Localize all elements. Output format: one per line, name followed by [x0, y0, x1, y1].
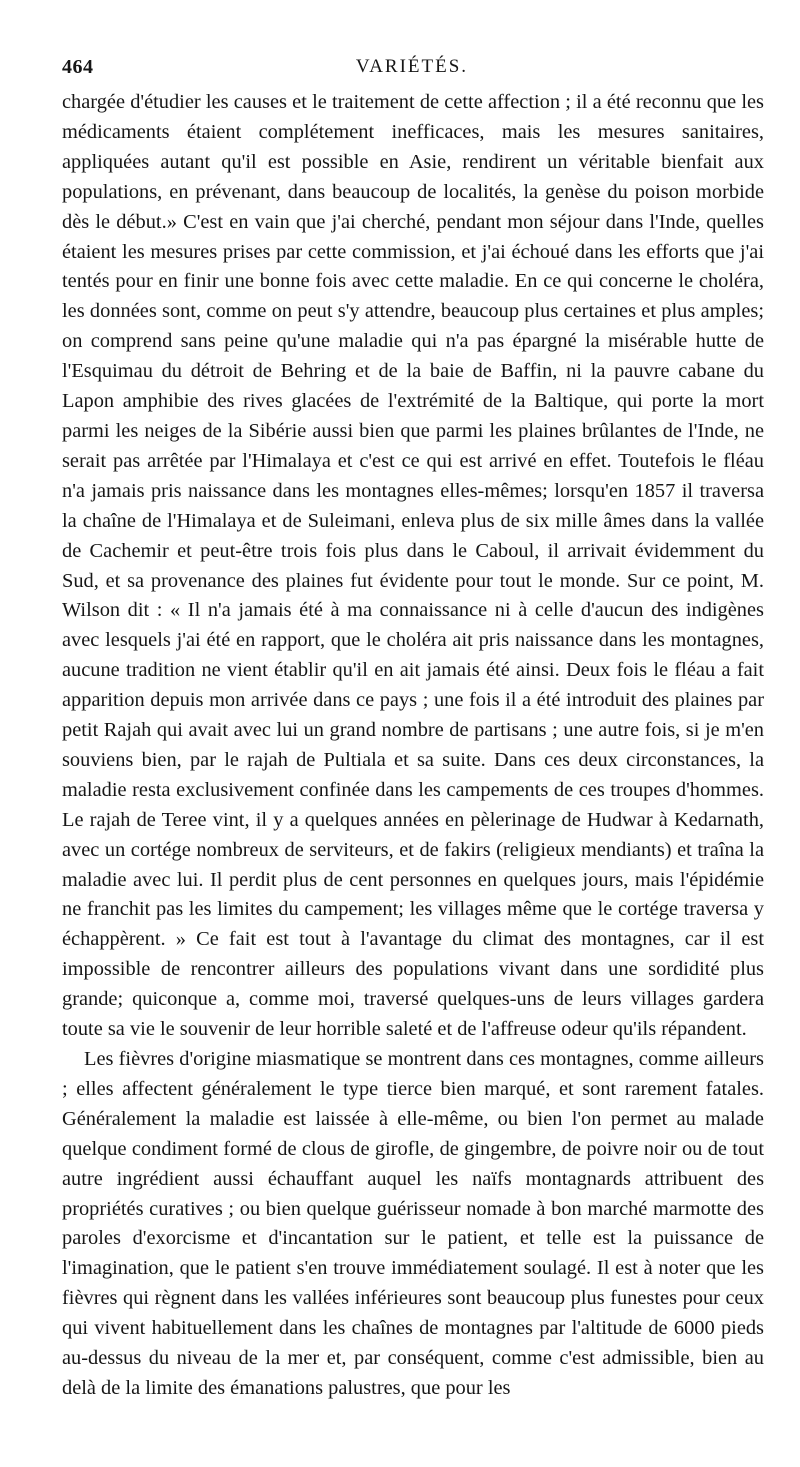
body-text [62, 88, 764, 1404]
paragraph-continued: chargée d'étudier les causes et le traitement de cette affection ; il a été reconnu que les médicaments étaient complétement inefficaces, mais les mesures sanitaires, appliquées autant qu'il est possible en Asie, rendirent un véritable bienfait aux populations, en prévenant, dans beaucoup de localités, la genèse du poison morbide dès le début.» C'est en vain que j'ai cherché, pendant mon séjour dans l'Inde, quelles étaient les mesures prises par cette commission, et j'ai échoué dans les efforts que j'ai tentés pour en finir une bonne fois avec cette maladie. En ce qui concerne le choléra, les données sont, comme on peut s'y attendre, beaucoup plus certaines et plus amples; on comprend sans peine qu'une maladie qui n'a pas épargné la misérable hutte de l'Esquimau du détroit de Behring et de la baie de Baffin, ni la pauvre cabane du Lapon amphibie des rives glacées de l'extrémité de la Baltique, qui porte la mort parmi les neiges de la Sibérie aussi bien que parmi les plaines brûlantes de l'Inde, ne serait pas arrêtée par l'Himalaya et c'est ce qui est arrivé en effet. Toutefois le fléau n'a jamais pris naissance dans les montagnes elles-mêmes; lorsqu'en 1857 il traversa la chaîne de l'Himalaya et de Suleimani, enleva plus de six mille âmes dans la vallée de Cachemir et peut-être trois fois plus dans le Caboul, il arrivait évidemment du Sud, et sa provenance des plaines fut évidente pour tout le monde. Sur ce point, M. Wilson dit : « Il n'a jamais été à ma connaissance ni à celle d'aucun des indigènes avec lesquels j'ai été en rapport, que le choléra ait pris naissance dans les montagnes, aucune tradition ne vient établir qu'il en ait jamais été ainsi. Deux fois le fléau a fait apparition depuis mon arrivée dans ce pays ; une fois il a été introduit des plaines par petit Rajah qui avait avec lui un grand nombre de partisans ; une autre fois, si je m'en souviens bien, par le rajah de Pultiala et sa suite. Dans ces deux circonstances, la maladie resta exclusivement confinée dans les campements de ces troupes d'hommes. Le rajah de Teree vint, il y a quelques années en pèlerinage de Hudwar à Kedarnath, avec un cortége nombreux de serviteurs, et de fakirs (religieux mendiants) et traîna la maladie avec lui. Il perdit plus de cent personnes en quelques jours, mais l'épidémie ne franchit pas les limites du campement; les villages même que le cortége traversa y échappèrent. » Ce fait est tout à l'avantage du climat des montagnes, car il est impossible de rencontrer ailleurs des populations vivant dans une sordidité plus grande; quiconque a, comme moi, traversé quelques-uns de leurs villages gardera toute sa vie le souvenir de leur horrible saleté et de l'affreuse odeur qu'ils répandent. [62, 91, 764, 1041]
page-header [62, 56, 762, 82]
paragraph-fevers: Les fièvres d'origine miasmatique se montrent dans ces montagnes, comme ailleurs ; elles affectent généralement le type tierce bien marqué, et sont rarement fatales. Généralement la maladie est laissée à elle-même, ou bien l'on permet au malade quelque condiment formé de clous de girofle, de gingembre, de poivre noir ou de tout autre ingrédient aussi échauffant auquel les naïfs montagnards attribuent des propriétés curatives ; ou bien quelque guérisseur nomade à bon marché marmotte des paroles d'exorcisme et d'incantation sur le patient, et telle est la puissance de l'imagination, que le patient s'en trouve immédiatement soulagé. Il est à noter que les fièvres qui règnent dans les vallées inférieures sont beaucoup plus funestes pour ceux qui vivent habituellement dans les chaînes de montagnes par l'altitude de 6000 pieds au-dessus du niveau de la mer et, par conséquent, comme c'est admissible, bien au delà de la limite des émanations palustres, que pour les [62, 1048, 764, 1399]
running-title: VARIÉTÉS. [355, 56, 469, 77]
page-number: 464 [62, 56, 94, 78]
